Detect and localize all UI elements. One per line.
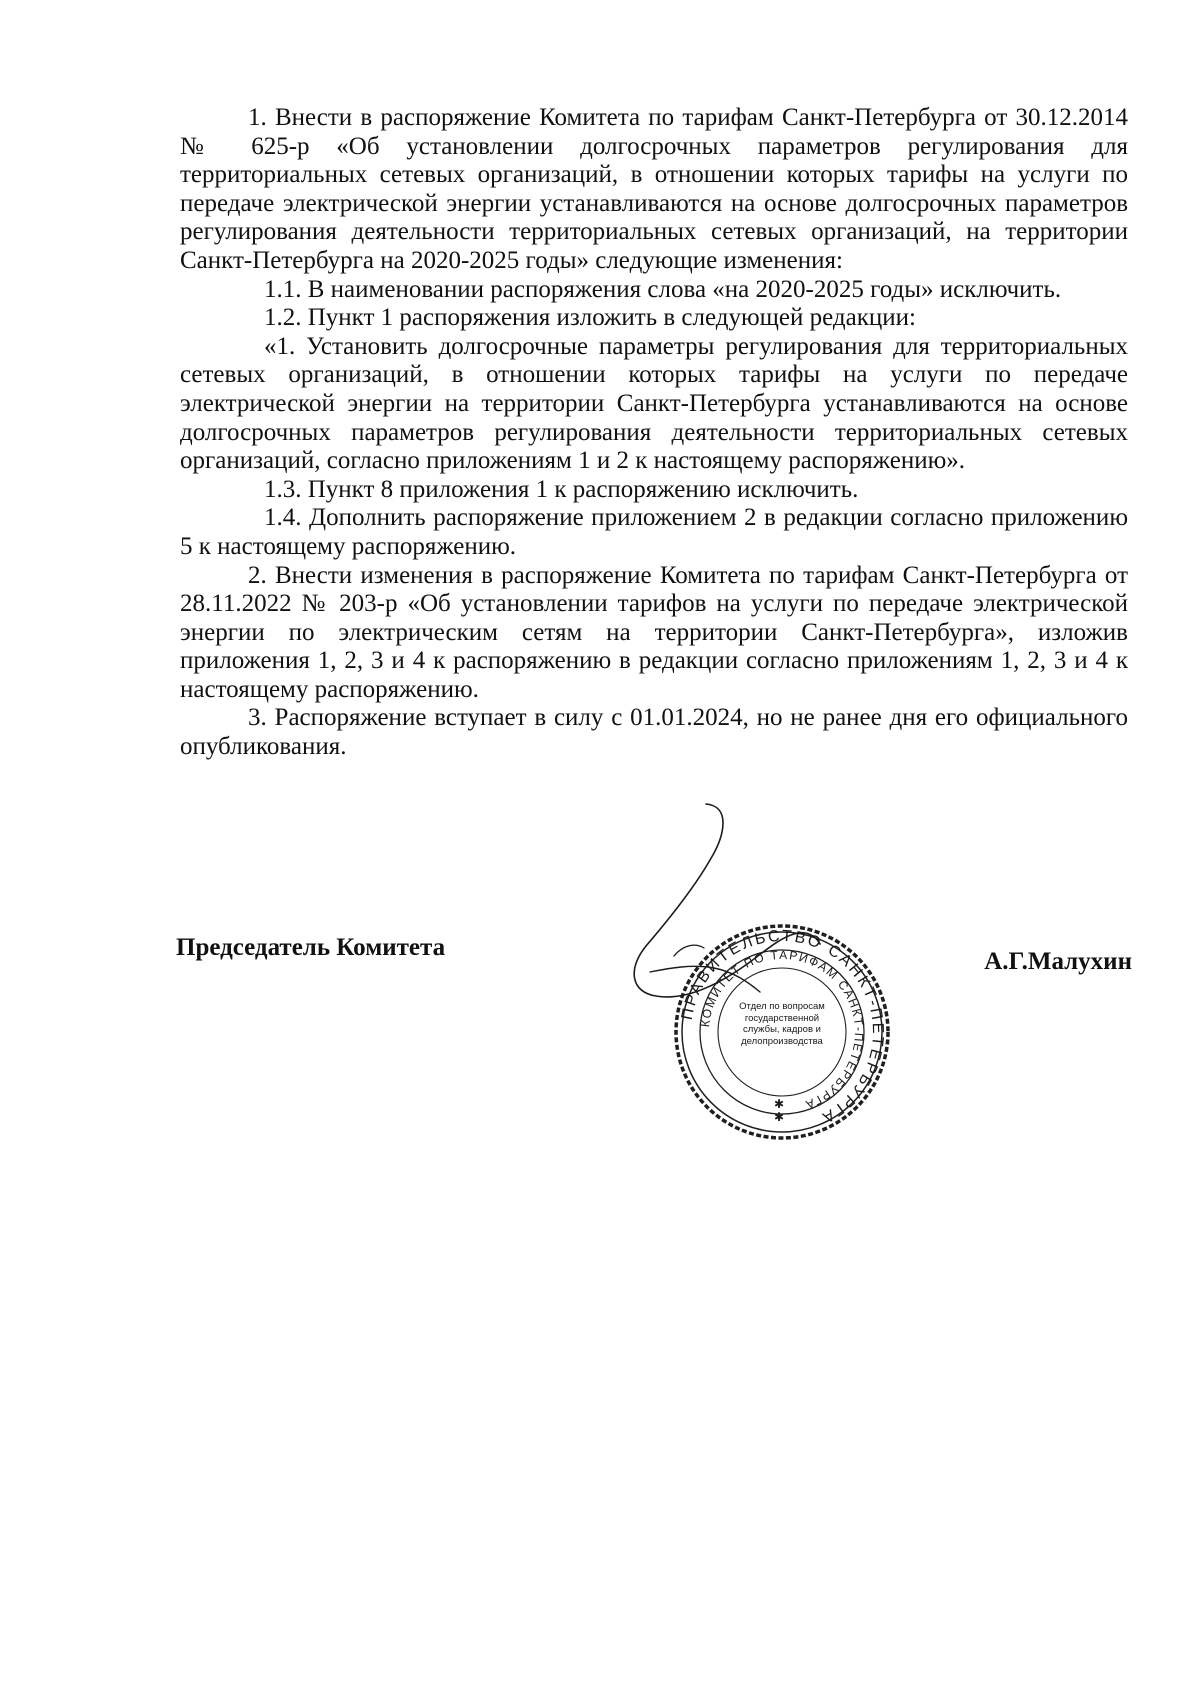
paragraph-1: 1. Внести в распоряжение Комитета по тарифам Санкт-Петербурга от 30.12.2014 № 625-р «Об установлении долгосрочных параметров регулирования для территориальных сетевых организаций, в отношении которых тарифы на услуги по передаче электрической энергии устанавливаются на основе долгосрочных параметров регулирования деятельности территориальных сетевых организаций, на территории Санкт-Петербурга на 2020-2025 годы» следующие изменения:: [180, 104, 1128, 274]
seal-center-text: Отдел по вопросам государственной службы, кадров и делопроизводства: [739, 1001, 825, 1047]
paragraph-1-1: 1.1. В наименовании распоряжения слова «на 2020-2025 годы» исключить.: [264, 275, 1062, 303]
seal-middle-text: КОМИТЕТ ПО ТАРИФАМ САНКТ-ПЕТЕРБУРГА: [698, 947, 867, 1113]
paragraph-2: 2. Внести изменения в распоряжение Комитета по тарифам Санкт-Петербурга от 28.11.2022 № 203-р «Об установлении тарифов на услуги по передаче электрической энергии по электрическим сетям на территории Санкт-Петербурга», изложив приложения 1, 2, 3 и 4 к распоряжению в редакции согласно приложениям 1, 2, 3 и 4 к настоящему распоряжению.: [180, 561, 1128, 703]
signatory-position: Председатель Комитета: [176, 934, 446, 961]
seal-star-icon: ✱: [774, 1097, 785, 1111]
signatory-name: А.Г.Малухин: [984, 948, 1132, 975]
paragraph-quote: «1. Установить долгосрочные параметры регулирования для территориальных сетевых организаций, в отношении которых тарифы на услуги по передаче электрической энергии на территории Санкт-Петербурга устанавливаются на основе долгосрочных параметров регулирования деятельности территориальных сетевых организаций, согласно приложениям 1 и 2 к настоящему распоряжению».: [180, 332, 1128, 475]
body-text: [180, 104, 1128, 762]
handwritten-signature: [610, 796, 840, 1006]
paragraph-1-4: 1.4. Дополнить распоряжение приложением 2 в редакции согласно приложению 5 к настоящему распоряжению.: [180, 504, 1128, 560]
seal-star-icon: ✱: [774, 1110, 785, 1124]
paragraph-1-2: 1.2. Пункт 1 распоряжения изложить в следующей редакции:: [264, 304, 916, 332]
paragraph-1-3: 1.3. Пункт 8 приложения 1 к распоряжению исключить.: [264, 475, 859, 503]
paragraph-3: 3. Распоряжение вступает в силу с 01.01.2024, но не ранее дня его официального опубликования.: [180, 704, 1128, 761]
seal-outer-text: ПРАВИТЕЛЬСТВО САНКТ-ПЕТЕРБУРГА: [678, 927, 887, 1127]
